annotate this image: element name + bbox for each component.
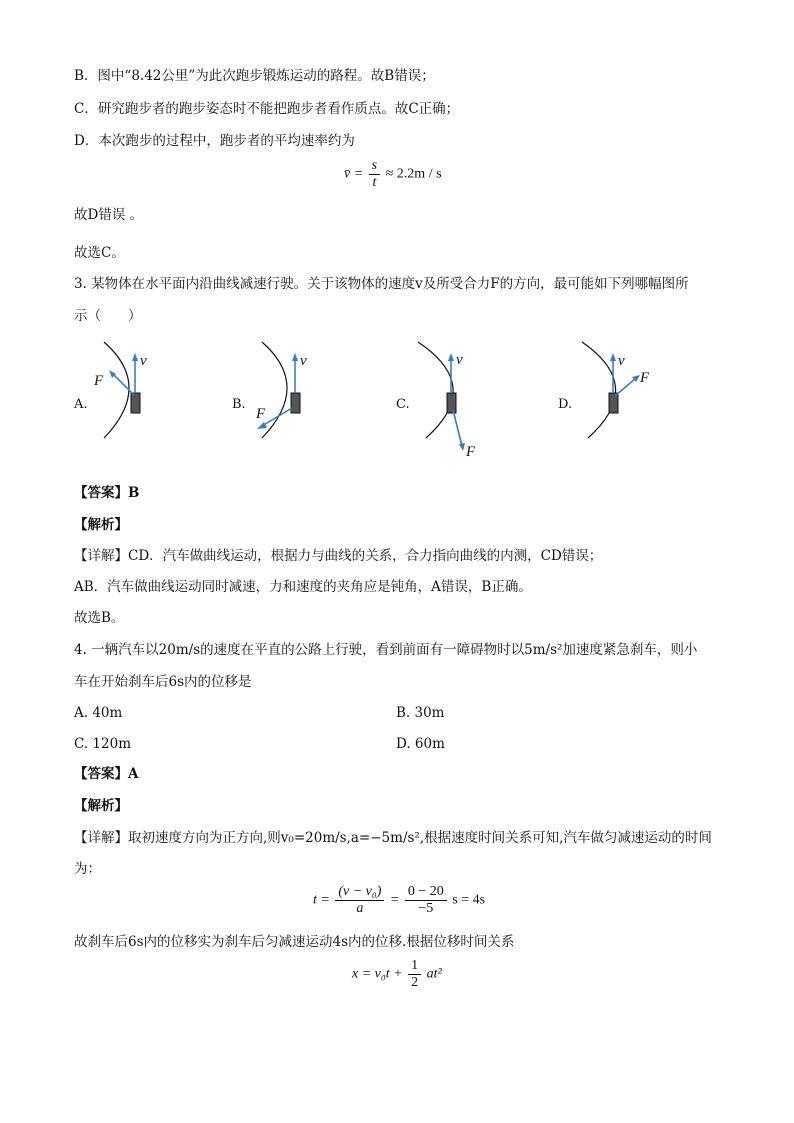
analysis-4-heading: 【解析】 [74,798,128,814]
question-4-line2: 车在开始刹车后6s内的位移是 [74,674,252,690]
answer-3: 【答案】B [74,485,140,501]
line-c: C．研究跑步者的跑步姿态时不能把跑步者看作质点。故C正确； [74,101,460,117]
detail-4-line1: 【详解】取初速度方向为正方向,则v₀=20m/s,a=−5m/s²,根据速度时间关系可知,汽车做匀减速运动的时间 [74,830,712,846]
figure-d-v-label: v [618,353,625,369]
detail-3-line3: 故选B。 [74,610,125,626]
answer-4: 【答案】A [74,766,139,782]
line-d: D．本次跑步的过程中，跑步者的平均速率约为 [74,133,355,149]
figure-c-f-label: F [466,444,476,460]
option-4-b: B. 30m [396,705,445,721]
figure-a-v-label: v [140,353,147,369]
option-4-a: A. 40m [74,705,123,721]
formula-average-speed: v̄ = $\frac{s}{t}$ ≈ 2.2m / s [344,158,442,190]
detail-4-line3: 故刹车后6s内的位移实为刹车后匀减速运动4s内的位移.根据位移时间关系 [74,934,515,950]
option-4-d: D. 60m [396,736,445,752]
question-4-line1: 4. 一辆汽车以20m/s的速度在平直的公路上行驶，看到前面有一障碍物时以5m/s²加速度紧急刹车，则小 [74,642,698,658]
figure-option-c: C. v F [396,340,506,465]
line-d-conclusion: 故D错误 。 [74,207,144,223]
figure-c-diagram [396,340,506,465]
figure-c-v-label: v [456,352,463,368]
figure-option-a: A. v F [74,340,174,440]
figure-option-d: D. v F [558,340,668,440]
figure-option-b: B. v F [232,340,332,440]
figure-b-v-label: v [300,353,307,369]
formula-displacement: x = v₀t + $\frac{1}{2}$ at² [352,958,442,990]
detail-3-line1: 【详解】CD．汽车做曲线运动，根据力与曲线的关系，合力指向曲线的内测，CD错误； [74,548,603,564]
detail-3-line2: AB．汽车做曲线运动同时减速，力和速度的夹角应是钝角，A错误，B正确。 [74,579,532,595]
figure-d-diagram [558,340,668,440]
figure-a-diagram [74,340,174,440]
figure-a-f-label: F [94,373,104,389]
analysis-3-heading: 【解析】 [74,517,128,533]
figure-b-diagram [232,340,332,440]
figure-d-f-label: F [640,370,650,386]
formula-braking-time: t = $\frac{\text{(v − v₀)}}{a}$ = $\frac{0 - 20}{-5}$ s = 4s [313,884,486,916]
option-4-c: C. 120m [74,736,131,752]
question-3-line2: 示（ ） [74,308,142,324]
detail-4-line2: 为： [74,861,101,877]
figure-b-f-label: F [256,406,266,422]
question-3-line1: 3. 某物体在水平面内沿曲线减速行驶。关于该物体的速度v及所受合力F的方向，最可能如下列哪幅图所 [74,276,689,292]
line-choose-c: 故选C。 [74,245,125,261]
line-b: B．图中“8.42公里”为此次跑步锻炼运动的路程。故B错误； [74,68,435,84]
